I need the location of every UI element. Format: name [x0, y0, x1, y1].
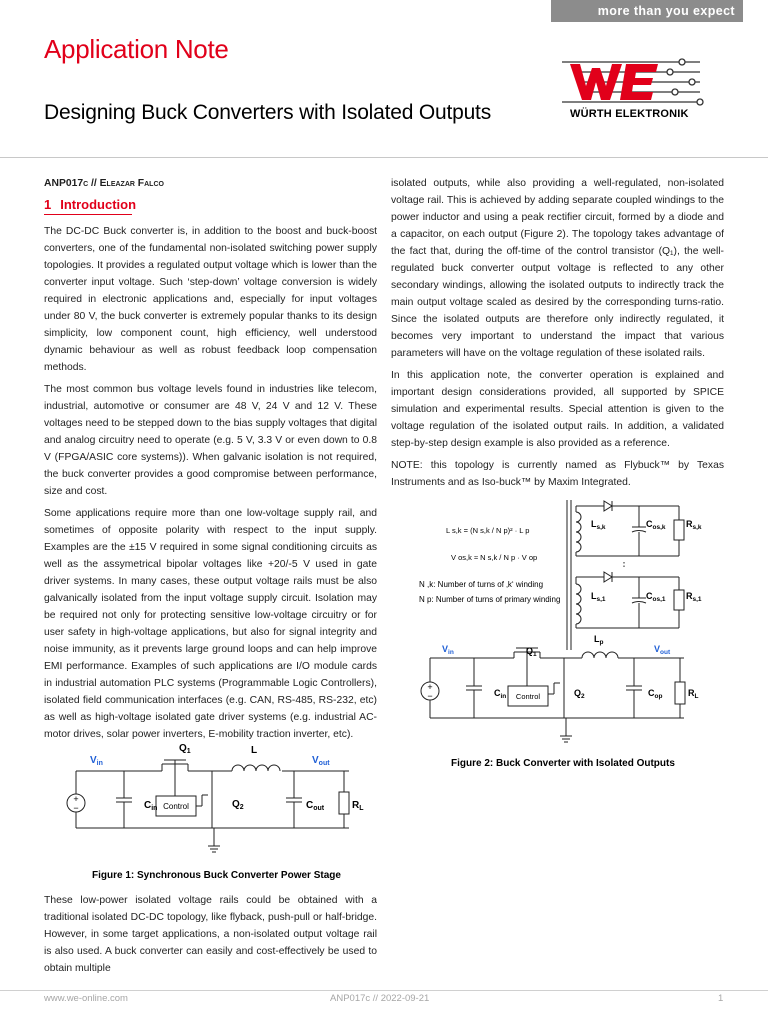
control-label: Control: [163, 802, 189, 811]
q1-label: $Q_1$: [179, 743, 191, 755]
header-divider: [0, 157, 768, 158]
left-column: [44, 175, 377, 748]
author-line: ANP017c // Eleazar Falco: [44, 178, 164, 189]
lsk-label: $L_{s,k}$: [591, 519, 606, 531]
tagline: more than you expect: [597, 4, 735, 18]
document-title: Designing Buck Converters with Isolated Outputs: [44, 101, 491, 124]
rl-label: $R_L$: [352, 800, 364, 812]
inductor-label: L: [251, 745, 258, 756]
svg-text:−: −: [73, 803, 79, 813]
ls1-label: $L_{s,1}$: [591, 591, 606, 603]
figure-1-schematic: [64, 738, 364, 860]
paragraph: These low-power isolated voltage rails could be obtained with a traditional isolated DC-DC topology, like flyback, push-pull or half-bridge. However, in some target applications, a non-isolated output voltage rail is also used. A buck converter can easily and cost-effectively be used to obtain multiple: [44, 895, 377, 974]
paragraph: The most common bus voltage levels found in industries like telecom, industrial, automotive or consumer are 48 V, 24 V and 12 V. These voltages need to be stepped down to the bias supply voltages that digital and analog circuitry need to operate (e.g. 5 V, 3.3 V or even down to 0.8 V (FPGA/ASIC core systems)). When galvanic isolation is not required, the buck converter provides a good compromise between performance, size and cost.: [44, 384, 377, 497]
rs1-label: $R_{s,1}$: [686, 591, 702, 603]
cin-label: $C_{in}$: [494, 688, 507, 700]
vout-label: $V_{out}$: [654, 644, 671, 656]
cop-label: $C_{op}$: [648, 688, 663, 700]
rsk-label: $R_{s,k}$: [686, 519, 702, 531]
right-column: [391, 175, 724, 496]
equation-vos: V os,k ≈ N s,k / N p · V op: [451, 553, 538, 562]
equation-ls: L s,k = (N s,k / N p)² · L p: [446, 526, 530, 535]
wurth-logo: [540, 52, 726, 124]
brand-name: WÜRTH ELEKTRONIK: [570, 108, 689, 120]
paragraph: In this application note, the converter operation is explained and important design considerations provided, all supported by SPICE simulation and experimental results. Special attention is given to the voltage regulation of the isolated output rails. In addition, a validated step-by-step design example is also provided as a reference.: [391, 370, 724, 449]
lp-label: $L_p$: [594, 634, 604, 646]
cosk-label: $C_{os,k}$: [646, 519, 666, 531]
vout-label: $V_{out}$: [312, 755, 330, 767]
tagline-bar: [551, 0, 743, 22]
svg-text:−: −: [427, 691, 433, 701]
paragraph: isolated outputs, while also providing a well-regulated, non-isolated voltage rail. This is achieved by adding separate coupled windings to the power inductor and using a peak rectifier circuit, formed by a diode and a capacitor, on each output (Figure 2). The topology takes advantage of the fact that, during the off-time of the control transistor (Q₁), the well-regulated buck converter output voltage is reflected to any other secondary windings, allowing the isolated outputs to indirectly track the main output voltage scaled as desired by the corresponding turns-ratio. Since the isolated outputs are therefore only indirectly regulated, it becomes very important to understand the impact that various parameters will have on the voltage regulation of these isolated rails.: [391, 178, 724, 359]
section-number: 1: [44, 197, 52, 212]
cos1-label: $C_{os,1}$: [646, 591, 666, 603]
rl-label: $R_L$: [688, 688, 699, 700]
figure-2-caption: Figure 2: Buck Converter with Isolated Outputs: [451, 758, 675, 769]
cout-label: $C_{out}$: [306, 800, 325, 812]
figure-2-schematic: [414, 490, 714, 750]
paragraph: The DC-DC Buck converter is, in addition to the boost and buck-boost converters, one of the fundamental non-isolated switching power supply topologies. It provides a regulated output voltage which is lower than the converter input voltage. Such ‘step-down’ voltage conversion is widely required in electronic applications and, especially for input voltages under 80 V, the buck converter is extremely popular thanks to its design simplicity, low component count, high efficiency, well understood dynamic behaviour as well as robust feedback loop compensation methods.: [44, 226, 377, 373]
q2-label: $Q_2$: [232, 799, 244, 811]
turns-note-primary: N p: Number of turns of primary winding: [419, 595, 561, 604]
figure-1-caption: Figure 1: Synchronous Buck Converter Power Stage: [92, 870, 341, 881]
footer-url[interactable]: www.we-online.com: [44, 993, 128, 1004]
left-column-continued: [44, 892, 377, 977]
footer-doc-ref: ANP017c // 2022-09-21: [330, 993, 430, 1004]
we-logo-icon: [540, 52, 726, 108]
cin-label: $C_{in}$: [144, 800, 158, 812]
page-number: 1: [718, 993, 724, 1004]
vin-label: $V_{in}$: [90, 755, 103, 767]
q1-label: $Q_1$: [526, 646, 537, 658]
section-title: Introduction: [60, 197, 137, 212]
paragraph: Some applications require more than one low-voltage supply rail, and sometimes of opposite polarity with respect to the input supply. Examples are the ±15 V required in some signal conditioning circuits as well as the assymetrical bipolar voltages like +20/-5 V used in gate driver systems. In many cases, these output voltage rails must be also galvanically isolated from the input voltage supply circuit. Isolation may be required not only for protecting sensitive low-voltage circuitry or for user safety in high-voltage applications, but also for signal integrity and noise immunity, as it prevents large ground loops and can help improve EMI performance. Examples of such applications are I/O module cards in industrial automation PLC systems (Programmable Logic Controllers), isolated field communication interfaces (e.g. CAN, RS-485, RS-232, etc) as well as high-voltage isolated gate driver systems (e.g. industrial AC-motor drives, solar power inverters, E-mobility traction inverter, etc).: [44, 508, 377, 740]
section-heading: [44, 196, 137, 215]
svg-text:+: +: [73, 794, 79, 804]
application-note-heading: Application Note: [44, 34, 229, 64]
turns-note-k: N ,k: Number of turns of ‚k‘ winding: [419, 580, 544, 589]
svg-text:+: +: [427, 682, 433, 692]
footer-divider: [0, 990, 768, 991]
paragraph: NOTE: this topology is currently named as Flybuck™ by Texas Instruments and as Iso-buck™ by Maxim Integrated.: [391, 460, 724, 488]
vin-label: $V_{in}$: [442, 644, 454, 656]
control-label: Control: [515, 692, 541, 701]
q2-label: $Q_2$: [574, 688, 585, 700]
